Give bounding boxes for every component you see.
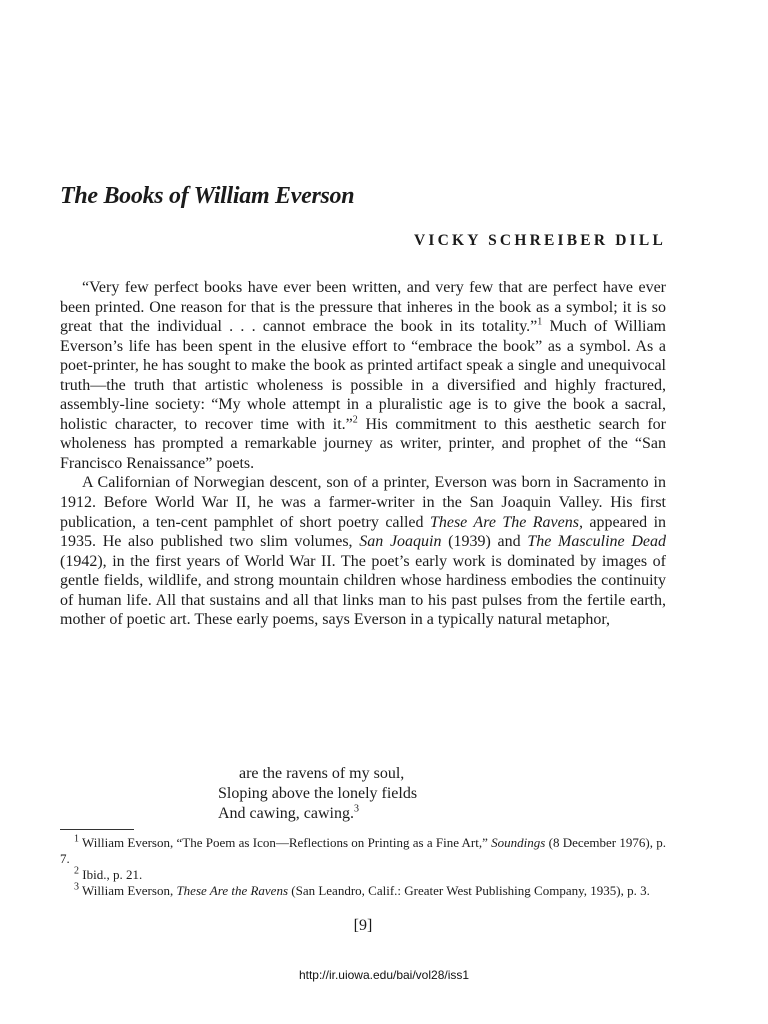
article-author: VICKY SCHREIBER DILL xyxy=(413,232,666,249)
footnote xyxy=(60,883,666,899)
footnote-text: Ibid., p. 21. xyxy=(79,867,143,882)
footnote-ref: 2 xyxy=(352,414,358,426)
footnote-italic: Soundings xyxy=(491,835,546,850)
footnotes xyxy=(60,835,666,899)
footnote-italic: These Are the Ravens xyxy=(176,883,289,898)
text-span: “Very few perfect books have ever been written, and very few that are perfect have ever been printed. One reason for that is the pressure that inheres in the book as a symbol; it is so great that the individual . . . cannot embrace the book in its totality.” xyxy=(60,279,666,336)
text-span: A Californian of Norwegian descent, son of a printer, Everson was born in Sacramento in 1912. Before World War II, he was a farmer-writer in the San Joaquin Valley. His first publication, a ten-cent pamphlet of short poetry called xyxy=(60,474,666,531)
footnote xyxy=(60,835,666,867)
text-span: Much of William Everson’s life has been spent in the elusive effort to “embrace the book” as a symbol. As a poet-printer, he has sought to make the book as printed artifact speak a single and unequivocal truth—the truth that artistic wholeness is possible in a diversified and highly fractured, assembly-line society: “My whole attempt in a pluralistic age is to give the book a sacral, holistic character, to recover time with it.” xyxy=(60,318,667,433)
verse-quote xyxy=(218,764,417,824)
verse-line xyxy=(218,804,417,824)
text-span: appeared in 1935. He also published two slim volumes, xyxy=(60,513,667,551)
footnote-number: 3 xyxy=(74,881,79,893)
footnote-ref: 1 xyxy=(537,316,543,328)
verse-line-text: And cawing, cawing. xyxy=(218,805,354,822)
footnote-number: 2 xyxy=(74,865,79,877)
footnote-ref: 3 xyxy=(353,803,359,815)
footnote-number: 1 xyxy=(74,833,79,845)
source-url[interactable]: http://ir.uiowa.edu/bai/vol28/iss1 xyxy=(298,968,470,982)
footnote-text: William Everson, xyxy=(79,883,177,898)
italic-title: These Are The Ravens, xyxy=(429,513,583,531)
footnote-text: (San Leandro, Calif.: Greater West Publishing Company, 1935), p. 3. xyxy=(288,883,650,898)
italic-title: The Masculine Dead xyxy=(527,533,666,551)
footnote xyxy=(60,867,666,883)
page-number: [9] xyxy=(353,917,373,934)
article-body xyxy=(60,278,666,630)
paragraph xyxy=(60,473,666,629)
text-span: (1939) and xyxy=(441,533,528,551)
paragraph xyxy=(60,278,666,473)
page xyxy=(60,0,666,1024)
footnote-text: (8 December 1976), p. 7. xyxy=(60,835,666,866)
verse-line: Sloping above the lonely fields xyxy=(218,785,418,802)
italic-title: San Joaquin xyxy=(359,533,442,551)
article-title: The Books of William Everson xyxy=(60,183,355,209)
text-span: (1942), in the first years of World War II. The poet’s early work is dominated by images of gentle fields, wildlife, and strong mountain children whose hardiness embodies the continuity of human life. All that sustains and all that links man to his past pulses from the fertile earth, mother of poetic art. These early poems, says Everson in a typically natural metaphor, xyxy=(60,552,666,629)
text-span: His commitment to this aesthetic search for wholeness has prompted a remarkable journey as writer, printer, and prophet of the “San Francisco Renaissance” poets. xyxy=(60,415,667,472)
footnote-divider xyxy=(60,829,134,830)
verse-line: are the ravens of my soul, xyxy=(239,765,405,782)
footnote-text: William Everson, “The Poem as Icon—Reflections on Printing as a Fine Art,” xyxy=(79,835,492,850)
